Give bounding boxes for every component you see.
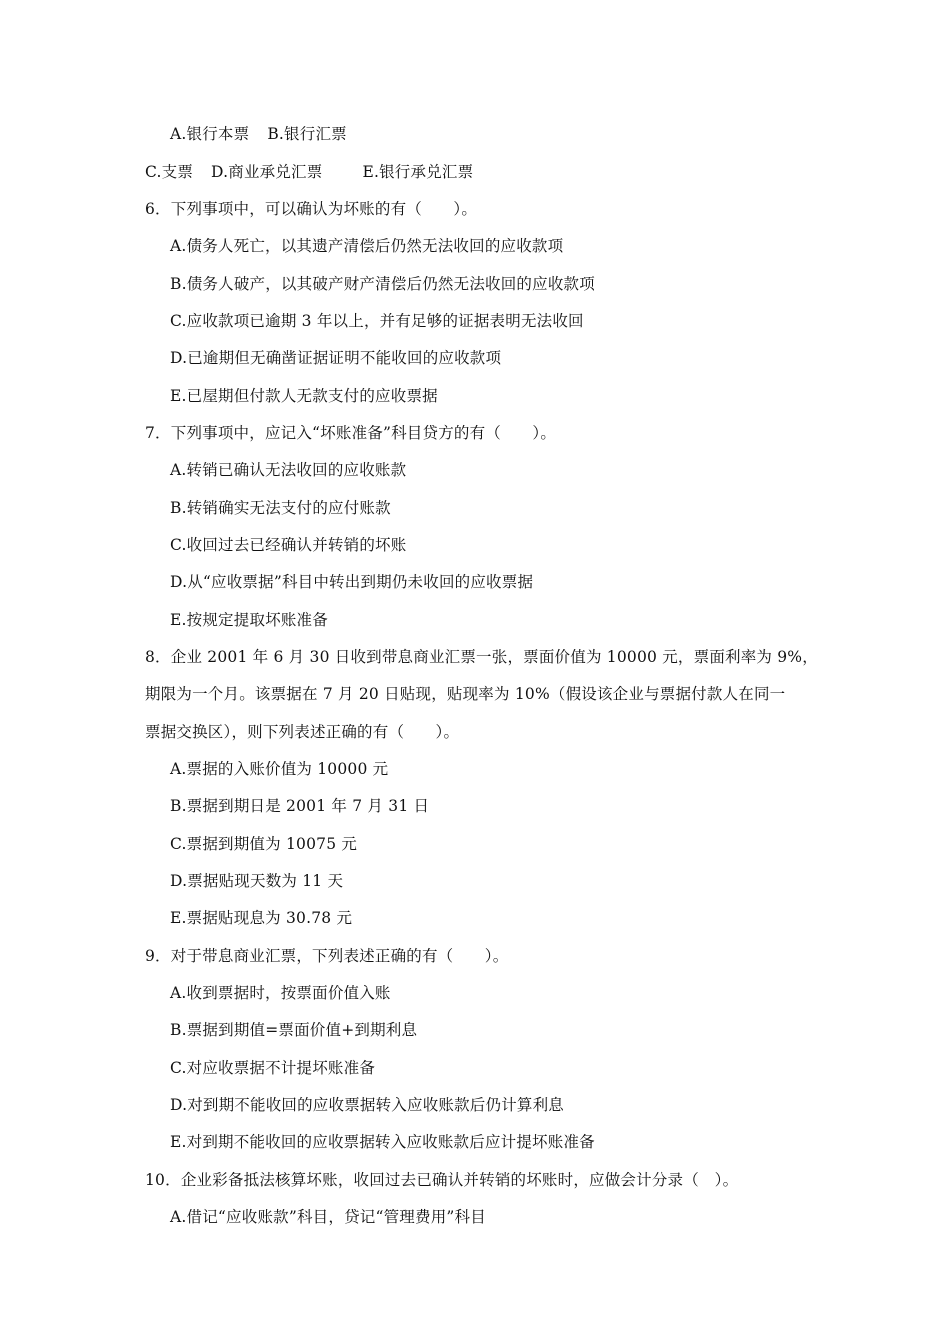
q6-stem: 6．下列事项中，可以确认为坏账的有（ ）。 [145,200,478,218]
q5-option-c: C.支票 [145,163,194,181]
q7-option-a: A.转销已确认无法收回的应收账款 [170,461,407,479]
q8-stem-line-2: 期限为一个月。该票据在 7 月 20 日贴现，贴现率为 10%（假设该企业与票据付款人在同一 [145,685,786,703]
q9-option-b: B.票据到期值=票面价值+到期利息 [170,1021,418,1039]
q6-option-c: C.应收款项已逾期 3 年以上，并有足够的证据表明无法收回 [170,312,584,330]
q5-option-e: E.银行承兑汇票 [362,163,474,181]
q5-option-b: B.银行汇票 [267,125,347,143]
q8-stem-line-3: 票据交换区），则下列表述正确的有（ ）。 [145,723,460,741]
q9-option-e: E.对到期不能收回的应收票据转入应收账款后应计提坏账准备 [170,1133,595,1151]
q5-option-d: D.商业承兑汇票 [211,163,323,181]
q10-stem: 10．企业彩备抵法核算坏账，收回过去已确认并转销的坏账时，应做会计分录（ ）。 [145,1171,739,1189]
q6-option-a: A.债务人死亡，以其遗产清偿后仍然无法收回的应收款项 [170,237,564,255]
q9-option-c: C.对应收票据不计提坏账准备 [170,1059,376,1077]
q7-stem: 7．下列事项中，应记入“坏账准备”科目贷方的有（ ）。 [145,424,557,442]
q8-option-a: A.票据的入账价值为 10000 元 [170,760,389,778]
q10-option-a: A.借记“应收账款”科目，贷记“管理费用”科目 [170,1208,486,1226]
q8-option-e: E.票据贴现息为 30.78 元 [170,909,353,927]
q8-option-c: C.票据到期值为 10075 元 [170,835,358,853]
q9-option-d: D.对到期不能收回的应收票据转入应收账款后仍计算利息 [170,1096,565,1114]
q5-option-a: A.银行本票 [170,125,250,143]
q9-option-a: A.收到票据时，按票面价值入账 [170,984,391,1002]
q9-stem: 9．对于带息商业汇票，下列表述正确的有（ ）。 [145,947,509,965]
q7-option-d: D.从“应收票据”科目中转出到期仍未收回的应收票据 [170,573,534,591]
q7-option-e: E.按规定提取坏账准备 [170,611,328,629]
q6-option-d: D.已逾期但无确凿证据证明不能收回的应收款项 [170,349,502,367]
q7-option-b: B.转销确实无法支付的应付账款 [170,499,391,517]
q6-option-e: E.已屋期但付款人无款支付的应收票据 [170,387,438,405]
q8-option-b: B.票据到期日是 2001 年 7 月 31 日 [170,797,430,815]
q8-option-d: D.票据贴现天数为 11 天 [170,872,344,890]
q7-option-c: C.收回过去已经确认并转销的坏账 [170,536,407,554]
q6-option-b: B.债务人破产，以其破产财产清偿后仍然无法收回的应收款项 [170,275,595,293]
q8-stem-line-1: 8．企业 2001 年 6 月 30 日收到带息商业汇票一张，票面价值为 10000 元，票面利率为 9%， [145,648,818,666]
q5-option-row-1 [170,124,347,144]
q5-option-row-2 [145,162,473,182]
